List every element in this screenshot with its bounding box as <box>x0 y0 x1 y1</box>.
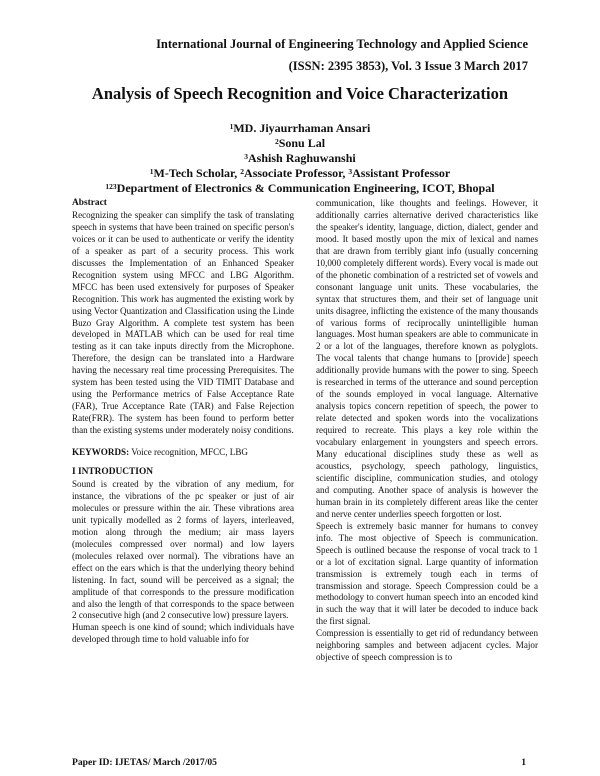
journal-name: International Journal of Engineering Technology and Applied Science <box>156 37 528 51</box>
body-paragraph: Speech is extremely basic manner for humans to convey info. The most objective of Speech is communication. Speech is outlined because the response of vocal track to 1 or a lot of excitation signal. Large quantity of information transmission is extremely tough each in terms of transmission and storage. Speech Compression could be a methodology to convert human speech into an encoded kind in such the way that it will later be decoded to induce back the first signal. <box>316 520 538 627</box>
keywords-label: KEYWORDS: <box>72 447 130 458</box>
right-column <box>316 198 538 664</box>
journal-issue: (ISSN: 2395 3853), Vol. 3 Issue 3 March 2017 <box>288 59 528 73</box>
section-heading: I INTRODUCTION <box>72 467 154 478</box>
left-column <box>72 198 294 646</box>
body-paragraph: Human speech is one kind of sound; which individuals have developed through time to hold valuable info for <box>72 622 294 645</box>
author-line: $^2$Sonu Lal <box>274 136 326 150</box>
author-affiliation: $^{123}$Department of Electronics & Communication Engineering, ICOT, Bhopal <box>105 181 495 195</box>
abstract-heading: Abstract <box>72 198 107 208</box>
author-line: $^1$MD. Jiyaurrhaman Ansari <box>229 121 371 135</box>
author-block <box>40 121 560 196</box>
body-paragraph: Compression is essentially to get rid of redundancy between neighboring samples and between adjacent cycles. Major objective of speech compression is to <box>316 628 538 663</box>
page-number: 1 <box>521 757 526 768</box>
paper-title: Analysis of Speech Recognition and Voice Characterization <box>91 84 509 103</box>
author-line: $^3$Ashish Raghuwanshi <box>244 151 356 165</box>
author-designations: $^1$M-Tech Scholar, $^2$Associate Professor, $^3$Assistant Professor <box>149 166 451 180</box>
keywords-text: Voice recognition, MFCC, LBG <box>129 447 248 458</box>
body-paragraph: Sound is created by the vibration of any medium, for instance, the vibrations of the pc speaker or just of air molecules or pressure within the air. These vibrations area unit typically modelled as 2 forms of layers, interleaved, motion along through the medium; air mass layers (molecules compressed over normal) and low layers (molecules relaxed over normal). The vibrations have an effect on the ears which is that the underlying theory behind listening. In fact, sound will be perceived as a signal; the amplitude of that corresponds to the pressure modification and also the length of that corresponds to the space between 2 consecutive high (and 2 consecutive low) pressure layers. <box>72 478 294 621</box>
keywords <box>72 447 294 459</box>
paper-id-footer: Paper ID: IJETAS/ March /2017/05 <box>72 757 217 768</box>
abstract-text: Recognizing the speaker can simplify the task of translating speech in systems that have been trained on specific person's voices or it can be used to authenticate or verify the identity of a speaker as part of a security process. This work discusses the Implementation of an Enhanced Speaker Recognition system using MFCC and LBG Algorithm. MFCC has been used extensively for purposes of Speaker Recognition. This work has augmented the existing work by using Vector Quantization and Classification using the Linde Buzo Gray Algorithm. A complete test system has been developed in MATLAB which can be used for real time testing as it can take inputs directly from the Microphone. Therefore, the design can be translated into a Hardware having the necessary real time processing Prerequisites. The system has been tested using the VID TIMIT Database and using the Performance metrics of False Acceptance Rate (FAR), True Acceptance Rate (TAR) and False Rejection Rate(FRR). The system has been found to perform better than the existing systems under moderately noisy conditions. <box>72 209 294 436</box>
body-paragraph: communication, like thoughts and feelings. However, it additionally carries alternative derived characteristics like the speaker's identity, language, diction, dialect, gender and mood. It based mostly upon the mix of lexical and names that are drawn from terribly giant info (usually concerning 10,000 completely different words). Every vocal is made out of the phonetic combination of a restricted set of vowels and consonant language unit units. These vocabularies, the syntax that structures them, and their set of language unit units disagree, inflicting the existence of the many thousands of various forms of reciprocally unintelligible human languages. Most human speakers are able to communicate in 2 or a lot of the languages, therefore known as polyglots. The vocal talents that change humans to [provide] speech additionally provide humans with the power to sing. Speech is researched in terms of the utterance and sound perception of the sounds employed in vocal language. Alternative analysis topics concern repetition of speech, the power to relate detected and spoken words into the vocalizations required to recreate. This plays a key role within the vocabulary enlargement in youngsters and speech errors. Many educational disciplines study these as well as acoustics, psychology, speech pathology, linguistics, scientific discipline, communication studies, and otology and computing. Another space of analysis is however the human brain in its completely different areas like the center and nerve center underlies speech forgotten or lost. <box>316 198 538 519</box>
